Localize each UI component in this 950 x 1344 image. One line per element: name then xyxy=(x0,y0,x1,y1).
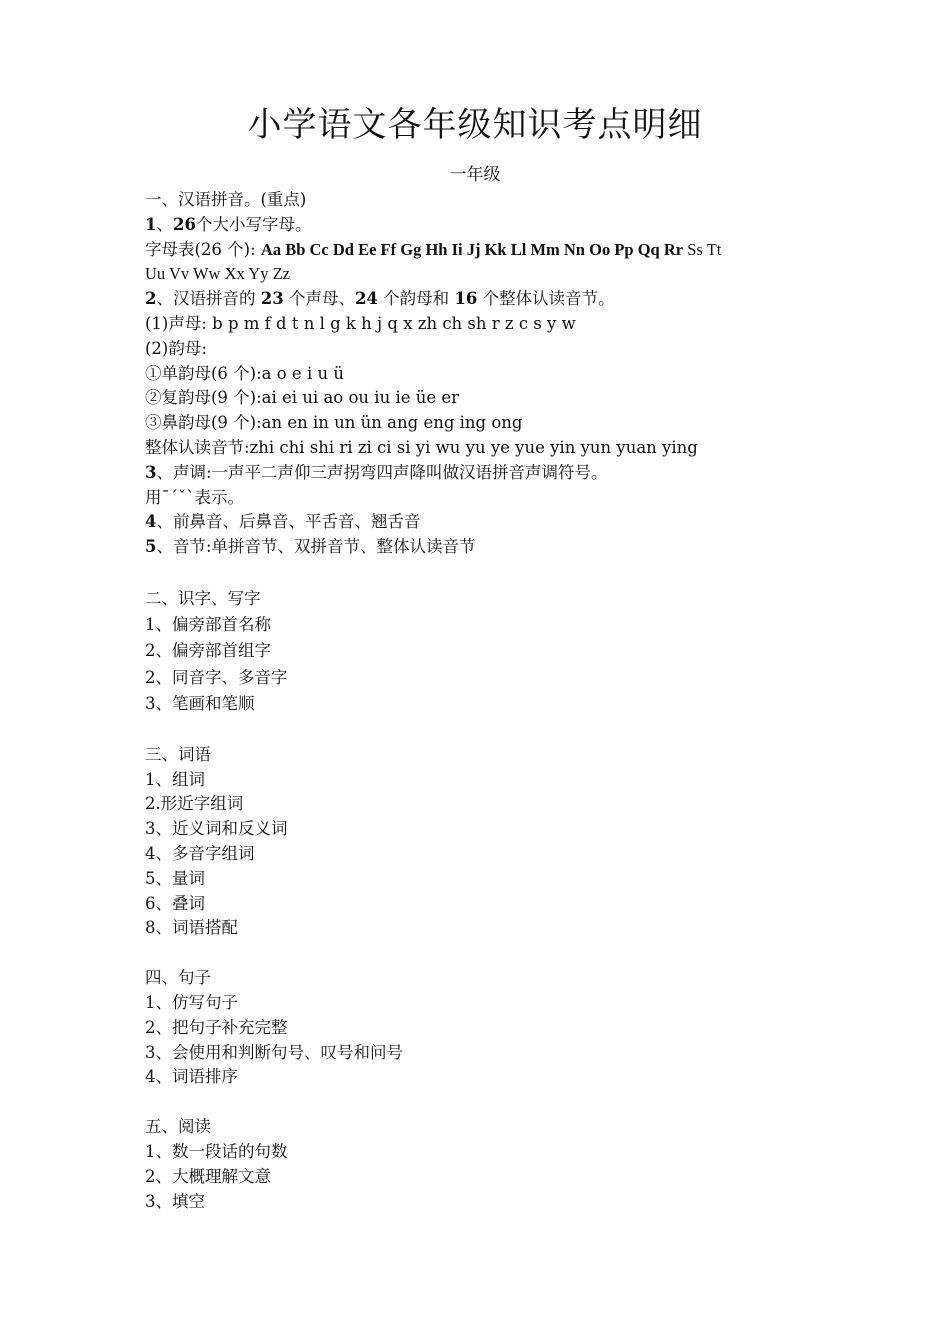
alphabet-line xyxy=(145,238,825,263)
item-text: 、汉语拼音的 xyxy=(156,289,261,309)
item-text: 个声母、 xyxy=(283,289,355,309)
spacer xyxy=(145,941,825,966)
item-alphabet-count xyxy=(145,213,825,238)
item-text: 个整体认读音节。 xyxy=(477,289,615,309)
list-item: 2、同音字、多音字 xyxy=(145,667,288,687)
item-number: 4 xyxy=(145,512,157,532)
item-text: 、声调:一声平二声仰三声拐弯四声降叫做汉语拼音声调符号。 xyxy=(156,462,608,482)
alphabet-line-2: Uu Vv Ww Xx Yy Zz xyxy=(145,264,290,284)
list-item: 3、会使用和判断句号、叹号和问号 xyxy=(145,1042,403,1062)
list-item: 2、把句子补充完整 xyxy=(145,1017,288,1037)
list-item: 1、数一段话的句数 xyxy=(145,1142,288,1162)
section-heading-pinyin: 一、汉语拼音。(重点) xyxy=(145,190,307,209)
grade-heading: 一年级 xyxy=(449,165,501,185)
alphabet-label: 字母表(26 个): xyxy=(145,239,261,259)
item-number: 5 xyxy=(145,537,157,557)
spacer xyxy=(145,1090,825,1115)
section-heading-words: 三、词语 xyxy=(145,744,211,764)
item-text: 、前鼻音、后鼻音、平舌音、翘舌音 xyxy=(156,512,421,532)
bi-yunmu-line: ③鼻韵母(9 个):an en in un ün ang eng ing ong xyxy=(145,413,523,433)
spacer xyxy=(145,560,825,586)
list-item: 4、词语排序 xyxy=(145,1067,238,1087)
item-tones xyxy=(145,461,825,486)
item-text: 个韵母和 xyxy=(377,289,455,309)
list-item: 2、大概理解文意 xyxy=(145,1166,271,1186)
list-item: 1、偏旁部首名称 xyxy=(145,615,271,635)
item-text: 个大小写字母。 xyxy=(195,214,312,234)
zhengti-line: 整体认读音节:zhi chi shi ri zi ci si yi wu yu ye yue yin yun yuan ying xyxy=(145,437,698,457)
item-number: 3 xyxy=(145,462,157,482)
list-item: 8、词语搭配 xyxy=(145,918,238,938)
list-item: 1、仿写句子 xyxy=(145,993,238,1013)
item-text: 、音节:单拼音节、双拼音节、整体认读音节 xyxy=(156,537,476,557)
tones-marks-line: 用ˉˊˇˋ表示。 xyxy=(145,487,244,507)
yunmu-line: (2)韵母: xyxy=(145,338,207,358)
bold-number: 26 xyxy=(172,214,196,234)
item-pinyin-counts xyxy=(145,287,825,312)
alphabet-bold: Aa Bb Cc Dd Ee Ff Gg Hh Ii Jj Kk Ll Mm Nn Oo Pp Qq Rr xyxy=(260,239,684,259)
item-number: 2 xyxy=(145,289,157,309)
bold-number: 23 xyxy=(260,289,284,309)
bold-number: 24 xyxy=(354,289,378,309)
item-separator: 、 xyxy=(156,214,173,234)
section-heading-reading: 五、阅读 xyxy=(145,1117,211,1137)
fu-yunmu-line: ②复韵母(9 个):ai ei ui ao ou iu ie üe er xyxy=(145,388,460,408)
list-item: 3、填空 xyxy=(145,1191,205,1211)
alphabet-rest: Ss Tt xyxy=(683,239,722,259)
item-nasal xyxy=(145,510,825,535)
document-body xyxy=(145,188,825,1214)
list-item: 2.形近字组词 xyxy=(145,794,244,814)
item-syllables xyxy=(145,535,825,560)
shengmu-line: (1)声母: b p m f d t n l g k h j q x zh ch sh r z c s y w xyxy=(145,313,576,333)
list-item: 3、近义词和反义词 xyxy=(145,819,288,839)
section-heading-sentences: 四、句子 xyxy=(145,968,211,988)
bold-number: 16 xyxy=(454,289,478,309)
list-item: 3、笔画和笔顺 xyxy=(145,693,255,713)
section-heading-characters: 二、识字、写字 xyxy=(145,588,261,608)
list-item: 4、多音字组词 xyxy=(145,844,255,864)
list-item: 5、量词 xyxy=(145,868,205,888)
item-number: 1 xyxy=(145,214,157,234)
list-item: 6、叠词 xyxy=(145,893,205,913)
spacer xyxy=(145,717,825,743)
list-item: 2、偏旁部首组字 xyxy=(145,641,271,661)
dan-yunmu-line: ①单韵母(6 个):a o e i u ü xyxy=(145,363,344,383)
list-item: 1、组词 xyxy=(145,769,205,789)
page-title: 小学语文各年级知识考点明细 xyxy=(247,105,703,145)
